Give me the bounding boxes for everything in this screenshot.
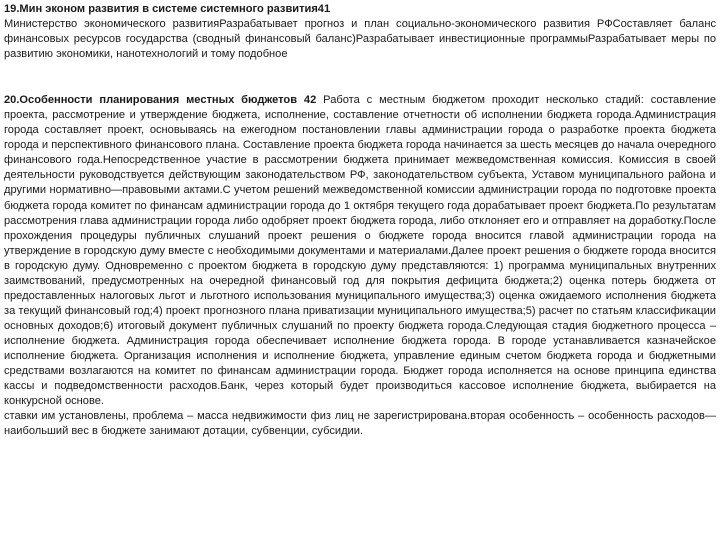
section-20-body: Работа с местным бюджетом проходит несколько стадий: составление проекта, рассмотрение и утверждение бюджета, исполнение, составление отчетности об исполнении бюджета города.Администрация города составляет проект, основываясь на ежегодном постановлении главы администрации города о разработке проекта бюджета города и перспективного финансового плана. Составление проекта бюджета города начинается за шесть месяцев до начала очередного финансового года.Непосредственное участие в рассмотрении бюджета принимает межведомственная комиссия. Комиссия в своей деятельности руководствуется действующим законодательством РФ, законодательством субъекта, Уставом муниципального района и другими нормативно—правовыми актами.С учетом решений межведомственной комиссии администрации города по подготовке проекта бюджета города комитет по финансам администрации города до 1 октября текущего года дорабатывает проект бюджета.По результатам рассмотрения глава администрации города либо одобряет проект бюджета города, либо отклоняет его и отправляет на доработку.После прохождения процедуры публичных слушаний проект решения о бюджете города вносится главой администрации города на утверждение в городскую думу вместе с необходимыми документами и материалами.Далее проект решения о бюджете города вносится в городскую думу. Одновременно с проектом бюджета в городскую думу представляются: 1) программа муниципальных внутренних заимствований, предусмотренных на очередной финансовый год для покрытия дефицита бюджета;2) оценка потерь бюджета от предоставленных налоговых льгот и льготного использования муниципального имущества;3) оценка ожидаемого исполнения бюджета за текущий финансовый год;4) проект прогнозного плана приватизации муниципального имущества;5) расчет по статьям классификации основных доходов;6) итоговый документ публичных слушаний по проекту бюджета города.Следующая стадия бюджетного процесса – исполнение бюджета. Администрация города обеспечивает исполнение бюджета города. В городе устанавливается казначейское исполнение бюджета. Организация исполнения и исполнение бюджета, управление единым счетом бюджета города и бюджетными средствами возлагаются на комитет по финансам администрации города. Бюджет города исполняется на основе принципа единства кассы и подведомственности расходов.Банк, через который будет производиться кассовое исполнение бюджета, выбирается на конкурсной основе. [4, 94, 716, 408]
section-20 [4, 93, 716, 439]
section-gap [4, 62, 716, 93]
section-19-heading: 19.Мин эконом развития в системе системного развития41 [4, 3, 331, 15]
section-20-heading: 20.Особенности планирования местных бюджетов 42 [4, 94, 317, 107]
section-19 [4, 2, 716, 62]
section-19-body: Министерство экономического развитияРазрабатывает прогноз и план социально-экономического развития РФСоставляет баланс финансовых ресурсов государства (сводный финансовый баланс)Разрабатывает инвестиционные программыРазрабатывает меры по развитию экономики, нанотехнологий и тому подобное [4, 18, 716, 61]
section-20-extra: ставки им установлены, проблема – масса недвижимости физ лиц не зарегистрирована.вторая особенность – особенность расходов—наибольший вес в бюджете занимают дотации, субвенции, субсидии. [4, 410, 716, 438]
document-page [4, 2, 716, 439]
